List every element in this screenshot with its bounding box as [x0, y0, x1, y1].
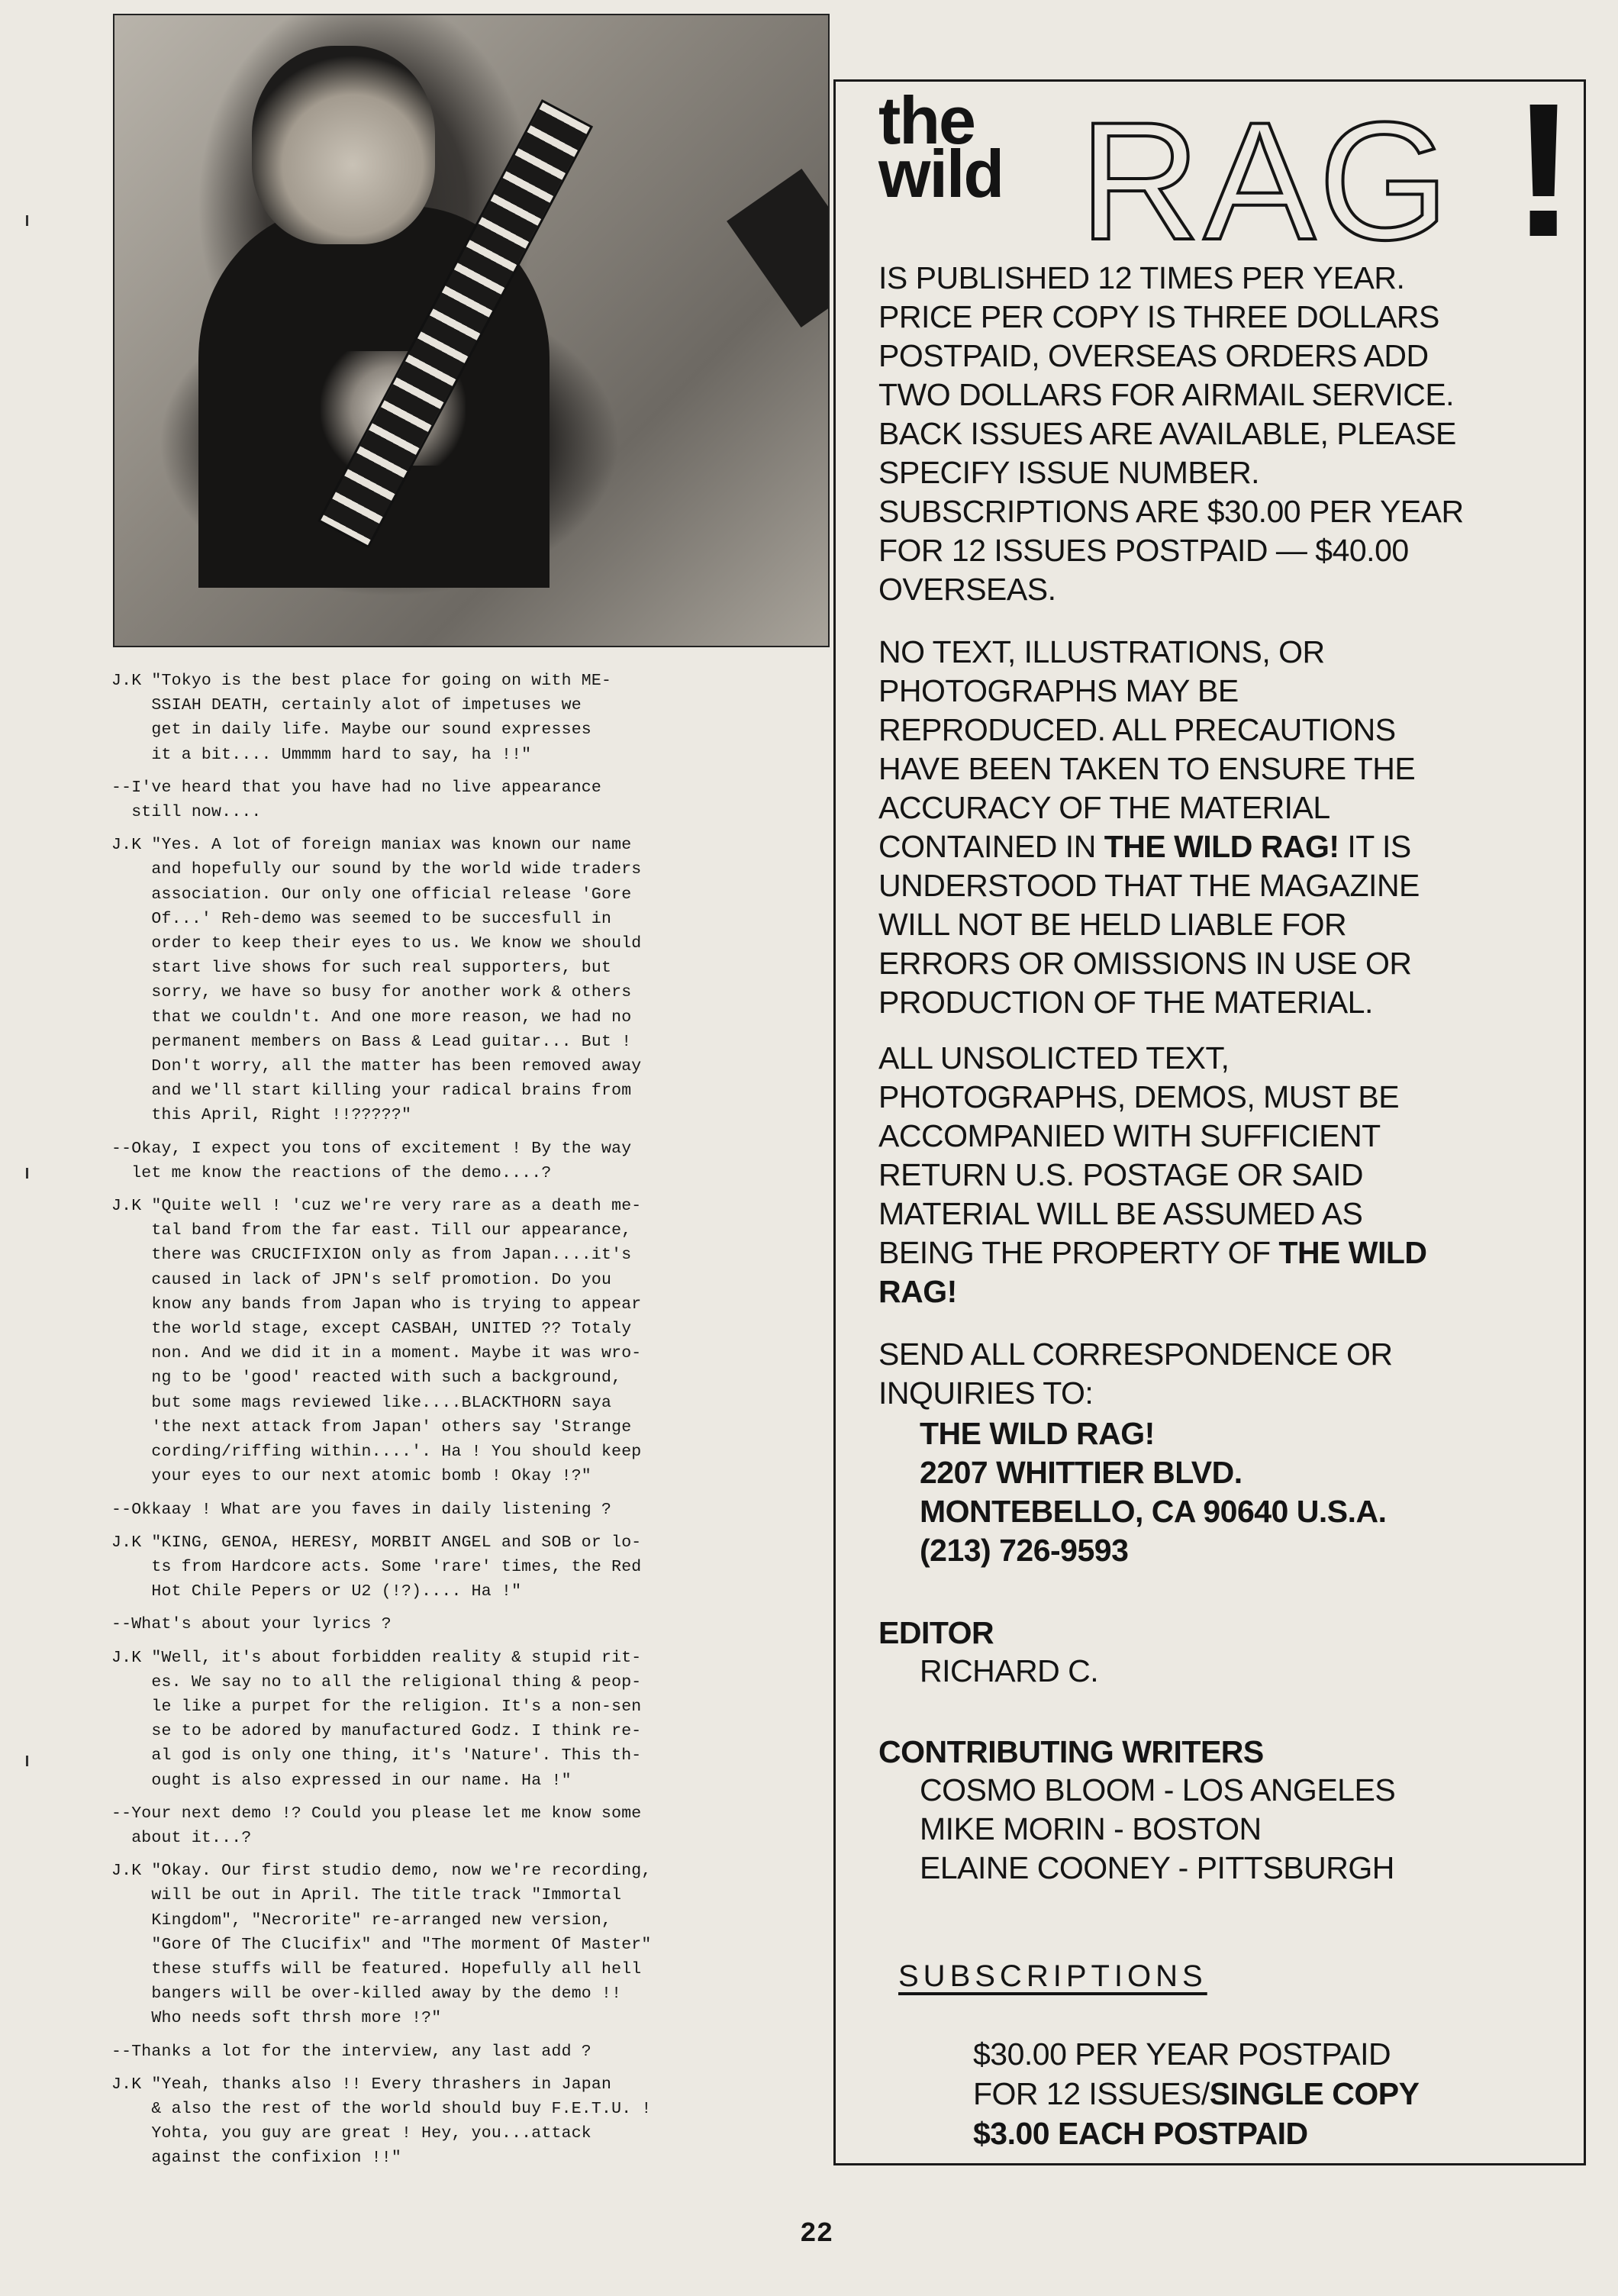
subs-line-3: $3.00 EACH POSTPAID: [973, 2116, 1308, 2151]
editor-name: RICHARD C.: [920, 1653, 1099, 1688]
interview-paragraph: --Thanks a lot for the interview, any last add ?: [111, 2042, 591, 2061]
punch-mark: [26, 215, 28, 226]
masthead-exclamation: !: [1512, 63, 1576, 276]
subs-line-2: [973, 2075, 1618, 2114]
mailing-address: THE WILD RAG! 2207 WHITTIER BLVD. MONTEBELLO, CA 90640 U.S.A. (213) 726-9593: [920, 1416, 1387, 1568]
writers-label: CONTRIBUTING WRITERS: [878, 1734, 1264, 1769]
page-number: 22: [800, 2218, 833, 2249]
masthead-rag: RAG: [1079, 87, 1452, 275]
publishing-info: IS PUBLISHED 12 TIMES PER YEAR. PRICE PER COPY IS THREE DOLLARS POSTPAID, OVERSEAS ORDERS ADD TWO DOLLARS FOR AIRMAIL SERVICE. BACK ISSUES ARE AVAILABLE, PLEASE SPECIFY ISSUE NUMBER. SUBSCRIPTIONS ARE $30.00 PER YEAR FOR 12 ISSUES POSTPAID — $40.00 OVERSEAS.: [878, 260, 1464, 607]
unsolicited-title: THE WILD RAG!: [878, 1235, 1427, 1309]
interview-paragraph: --Okay, I expect you tons of excitement ! By the way let me know the reactions of the demo....?: [111, 1139, 632, 1182]
editor-label: EDITOR: [878, 1615, 994, 1650]
subs-line-1: $30.00 PER YEAR POSTPAID: [973, 2036, 1391, 2072]
copyright-notice: [878, 633, 1565, 1022]
interview-paragraph: --Okkaay ! What are you faves in daily listening ?: [111, 1500, 612, 1519]
subs-single-copy: SINGLE COPY: [1209, 2076, 1420, 2111]
punch-mark: [26, 1168, 28, 1179]
interview-paragraph: J.K "Well, it's about forbidden reality & stupid rit- es. We say no to all the religional thing & peop- le like a purpet for the religion. It's a non-sen se to be adored by manufactured Godz. I think re- al god is only one thing, it's 'Nature'. This th- ought is also expressed in our name. Ha !": [111, 1648, 642, 1790]
masthead-the: the: [878, 82, 975, 158]
unsolicited-notice: [878, 1039, 1565, 1311]
writers-list: COSMO BLOOM - LOS ANGELES MIKE MORIN - BOSTON ELAINE COONEY - PITTSBURGH: [920, 1772, 1396, 1885]
subscriptions-title: SUBSCRIPTIONS: [898, 1959, 1207, 1993]
interview-text: [111, 669, 829, 2179]
guitar-headstock: [727, 169, 830, 327]
interview-paragraph: J.K "Yeah, thanks also !! Every thrashers in Japan & also the rest of the world should buy F.E.T.U. ! Yohta, you guy are great ! Hey, you...attack against the confixion !!": [111, 2075, 652, 2168]
interview-paragraph: J.K "Quite well ! 'cuz we're very rare as a death me- tal band from the far east. Till our appearance, there was CRUCIFIXION only as from Japan....it's caused in lack of JPN's self promotion. Do you know any bands from Japan who is trying to appear the world stage, except CASBAH, UNITED ?? Totaly non. And we did it in a moment. Maybe it was wro- ng to be 'good' reacted with such a background, but some mags reviewed like....BLACKTHORN saya 'the next attack from Japan' others say 'Strange cording/riffing within....'. Ha ! You should keep your eyes to our next atomic bomb ! Okay !?": [111, 1197, 642, 1486]
copyright-title: THE WILD RAG!: [1104, 829, 1339, 864]
correspondence-heading: SEND ALL CORRESPONDENCE OR INQUIRIES TO:: [878, 1337, 1393, 1411]
copyright-text: NO TEXT, ILLUSTRATIONS, OR PHOTOGRAPHS MAY BE REPRODUCED. ALL PRECAUTIONS HAVE BEEN TAKEN TO ENSURE THE ACCURACY OF THE MATERIAL CONTAINED IN: [878, 634, 1416, 864]
masthead-wild: wild: [878, 136, 1004, 211]
punch-mark: [26, 1756, 28, 1766]
copyright-text-end: IT IS UNDERSTOOD THAT THE MAGAZINE WILL NOT BE HELD LIABLE FOR ERRORS OR OMISSIONS IN USE OR PRODUCTION OF THE MATERIAL.: [878, 829, 1420, 1020]
interview-paragraph: --What's about your lyrics ?: [111, 1615, 392, 1634]
interview-paragraph: J.K "Okay. Our first studio demo, now we're recording, will be out in April. The title track "Immortal Kingdom", "Necrorite" re-arranged new version, "Gore Of The Clucifix" and "The morment Of Master" these stuffs will be featured. Hopefully all hell bangers will be over-killed away by the demo !! Who needs soft thrsh more !?": [111, 1862, 652, 2028]
info-box: [833, 63, 1586, 2165]
masthead-the-wild: [878, 82, 1004, 211]
band-member-photo: [113, 14, 830, 647]
unsolicited-text: ALL UNSOLICTED TEXT, PHOTOGRAPHS, DEMOS, MUST BE ACCOMPANIED WITH SUFFICIENT RETURN U.S. POSTAGE OR SAID MATERIAL WILL BE ASSUMED AS BEING THE PROPERTY OF: [878, 1040, 1400, 1270]
subs-line-2-text: FOR 12 ISSUES/: [973, 2076, 1210, 2111]
interview-paragraph: --Your next demo !? Could you please let me know some about it...?: [111, 1804, 642, 1847]
head-shape: [252, 46, 435, 244]
interview-paragraph: J.K "Yes. A lot of foreign maniax was known our name and hopefully our sound by the world wide traders association. Our only one official release 'Gore Of...' Reh-demo was seemed to be succesfull in order to keep their eyes to us. We know we should start live shows for such real supporters, but sorry, we have so busy for another work & others that we couldn't. And one more reason, we had no permanent members on Bass & Lead guitar... But ! Don't worry, all the matter has been removed away and we'll start killing your radical brains from this April, Right !!?????": [111, 836, 642, 1125]
interview-paragraph: J.K "Tokyo is the best place for going on with ME- SSIAH DEATH, certainly alot of impetuses we get in daily life. Maybe our sound expresses it a bit.... Ummmm hard to say, ha !!": [111, 672, 612, 764]
interview-paragraph: --I've heard that you have had no live appearance still now....: [111, 778, 602, 822]
interview-paragraph: J.K "KING, GENOA, HERESY, MORBIT ANGEL and SOB or lo- ts from Hardcore acts. Some 'rare' times, the Red Hot Chile Pepers or U2 (!?).... Ha !": [111, 1533, 642, 1601]
